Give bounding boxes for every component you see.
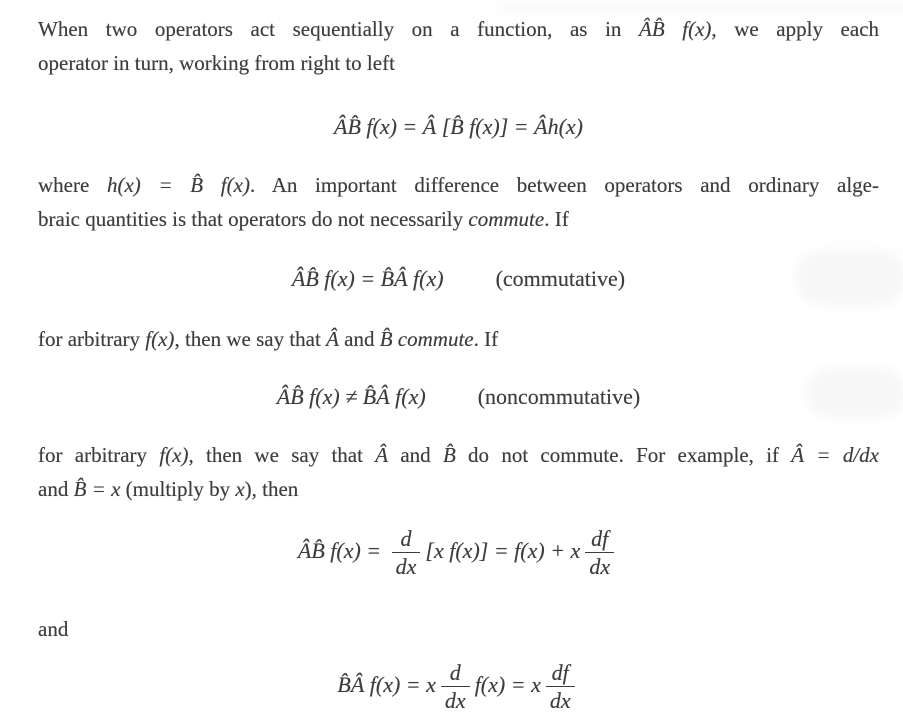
equation-expression: [x f(x)] = f(x) + x: [425, 538, 581, 563]
paragraph-commute-intro: [38, 168, 879, 236]
math-run: f(x): [145, 327, 175, 351]
paragraph-line: [38, 168, 879, 202]
emphasis-run: commute: [397, 327, 474, 351]
text-run: operator in turn, working from right to left: [38, 51, 395, 75]
paragraph-commute: [38, 322, 879, 356]
text-run: . An important difference between operators and ordinary alge-: [249, 173, 879, 197]
fraction-denominator: dx: [546, 686, 575, 714]
fraction: [441, 660, 470, 714]
text-run: . If: [473, 327, 499, 351]
equation-commutative: [38, 258, 879, 300]
math-run: B̂: [442, 443, 456, 467]
equation-expression: f(x) = x: [474, 671, 541, 697]
paragraph-intro: [38, 12, 879, 80]
equation-ab-example: [38, 520, 879, 586]
math-run: Â: [375, 443, 389, 467]
fraction-numerator: df: [551, 659, 569, 685]
paragraph-line: [38, 472, 879, 506]
text-run: and: [388, 443, 443, 467]
text-run: When two operators act sequentially on a function, as in: [38, 17, 639, 41]
fraction-numerator: d: [449, 659, 461, 685]
fraction: [392, 526, 421, 580]
paragraph-example: [38, 438, 879, 506]
math-run: Â: [326, 327, 339, 351]
math-run: B̂ = x: [73, 477, 121, 501]
text-run: ), then: [244, 477, 299, 501]
text-run: , then we say that: [188, 443, 376, 467]
math-run: x: [235, 477, 245, 501]
emphasis-run: commute: [468, 207, 545, 231]
scan-artifact: [805, 368, 903, 418]
equation-expression: ÂB̂ f(x) = Â [B̂ f(x)] = Âh(x): [334, 114, 583, 139]
equation-sequential-operators: [38, 106, 879, 148]
fraction-denominator: dx: [392, 552, 421, 580]
text-run: . If: [544, 207, 569, 231]
scan-artifact: [795, 250, 903, 306]
paragraph-line: [38, 12, 879, 46]
math-run: Â = d/dx: [791, 443, 879, 467]
text-run: and: [338, 327, 380, 351]
text-run: for arbitrary: [38, 327, 146, 351]
equation-expression: ÂB̂ f(x) =: [297, 538, 387, 563]
paragraph-line: [38, 438, 879, 472]
equation-expression: ÂB̂ f(x) = B̂Â f(x): [291, 266, 444, 291]
paragraph-line: [38, 202, 879, 236]
text-run: , we apply each: [711, 17, 880, 41]
paragraph-line: [38, 46, 879, 80]
text-run: braic quantities is that operators do not necessarily: [38, 207, 469, 231]
fraction-denominator: dx: [585, 552, 614, 580]
fraction: [546, 660, 575, 714]
text-run: where: [38, 173, 107, 197]
equation-label: (noncommutative): [477, 384, 641, 409]
equation-expression: B̂Â f(x) = x: [337, 671, 436, 697]
equation-ba-example: [38, 654, 879, 720]
equation-noncommutative: [38, 376, 879, 418]
equation-label: (commutative): [495, 266, 626, 291]
math-run: h(x) = B̂ f(x): [106, 173, 250, 197]
equation-expression: ÂB̂ f(x) ≠ B̂Â f(x): [276, 384, 426, 409]
text-run: and: [38, 477, 74, 501]
fraction: [585, 526, 614, 580]
scan-artifact: [500, 4, 903, 12]
paragraph-line: [38, 322, 879, 356]
text-run: do not commute. For example, if: [455, 443, 792, 467]
text-run: (multiply by: [120, 477, 236, 501]
paragraph-line: [38, 612, 879, 646]
text-run: , then we say that: [174, 327, 327, 351]
math-run: f(x): [159, 443, 189, 467]
paragraph-and: [38, 612, 879, 646]
fraction-denominator: dx: [441, 686, 470, 714]
fraction-numerator: df: [591, 526, 609, 551]
text-run: and: [38, 616, 69, 641]
math-run: B̂: [379, 327, 398, 351]
math-run: ÂB̂ f(x): [639, 17, 712, 41]
text-run: for arbitrary: [38, 443, 160, 467]
fraction-numerator: d: [400, 526, 412, 551]
